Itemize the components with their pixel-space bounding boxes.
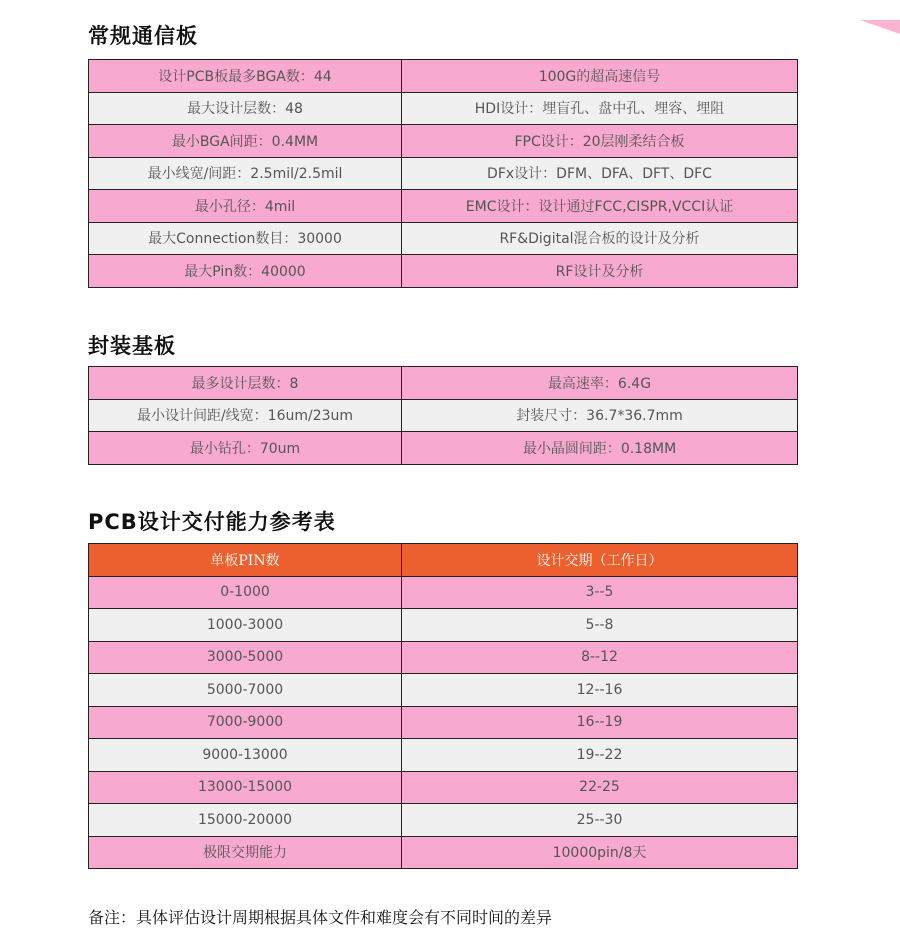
- table-cell: 1000-3000: [89, 609, 402, 642]
- table-cell: RF&Digital混合板的设计及分析: [402, 222, 798, 255]
- table-row: [89, 60, 798, 93]
- table-cell: FPC设计：20层刚柔结合板: [402, 125, 798, 158]
- table-cell: 16--19: [402, 706, 798, 739]
- table-cell: 3000-5000: [89, 641, 402, 674]
- table-cell: 9000-13000: [89, 739, 402, 772]
- table-row: [89, 367, 798, 400]
- section-title-delivery: PCB设计交付能力参考表: [88, 510, 336, 534]
- table-row: [89, 432, 798, 465]
- section-title-general: 常规通信板: [88, 24, 198, 48]
- table-row: [89, 836, 798, 869]
- header-delivery-days: 设计交期（工作日）: [402, 544, 798, 577]
- table-row: [89, 190, 798, 223]
- substrate-table: [88, 366, 798, 465]
- table-cell: EMC设计：设计通过FCC,CISPR,VCCI认证: [402, 190, 798, 223]
- table-cell: 22-25: [402, 771, 798, 804]
- table-row: [89, 157, 798, 190]
- table-cell: 0-1000: [89, 576, 402, 609]
- table-cell: 25--30: [402, 804, 798, 837]
- footnote: 备注：具体评估设计周期根据具体文件和难度会有不同时间的差异: [88, 908, 553, 927]
- table-cell: 最小BGA间距：0.4MM: [89, 125, 402, 158]
- table-cell: 封装尺寸：36.7*36.7mm: [402, 399, 798, 432]
- table-row: [89, 706, 798, 739]
- table-row: [89, 771, 798, 804]
- table-cell: 3--5: [402, 576, 798, 609]
- table-cell: 最高速率：6.4G: [402, 367, 798, 400]
- table-row: [89, 739, 798, 772]
- table-cell: 12--16: [402, 674, 798, 707]
- table-cell: 13000-15000: [89, 771, 402, 804]
- table-cell: 最大Pin数：40000: [89, 255, 402, 288]
- table-row: [89, 399, 798, 432]
- table-row: [89, 222, 798, 255]
- table-cell: 最大Connection数目：30000: [89, 222, 402, 255]
- delivery-table: [88, 543, 798, 869]
- table-cell: RF设计及分析: [402, 255, 798, 288]
- table-cell: 15000-20000: [89, 804, 402, 837]
- table-cell: 5000-7000: [89, 674, 402, 707]
- table-cell: 最小晶圆间距：0.18MM: [402, 432, 798, 465]
- corner-decoration: [860, 20, 900, 34]
- table-row: [89, 674, 798, 707]
- table-row: [89, 609, 798, 642]
- delivery-table-header: [89, 544, 798, 577]
- table-cell: 100G的超高速信号: [402, 60, 798, 93]
- table-row: [89, 641, 798, 674]
- table-cell: 极限交期能力: [89, 836, 402, 869]
- table-cell: 最小设计间距/线宽：16um/23um: [89, 399, 402, 432]
- table-cell: 最多设计层数：8: [89, 367, 402, 400]
- table-cell: 设计PCB板最多BGA数：44: [89, 60, 402, 93]
- table-cell: 最小钻孔：70um: [89, 432, 402, 465]
- header-pin-count: 单板PIN数: [89, 544, 402, 577]
- table-cell: 10000pin/8天: [402, 836, 798, 869]
- table-cell: DFx设计：DFM、DFA、DFT、DFC: [402, 157, 798, 190]
- table-cell: 19--22: [402, 739, 798, 772]
- table-cell: 8--12: [402, 641, 798, 674]
- table-cell: 最大设计层数：48: [89, 92, 402, 125]
- table-row: [89, 804, 798, 837]
- table-cell: 7000-9000: [89, 706, 402, 739]
- table-cell: HDI设计：埋盲孔、盘中孔、埋容、埋阻: [402, 92, 798, 125]
- table-row: [89, 576, 798, 609]
- table-cell: 最小孔径：4mil: [89, 190, 402, 223]
- table-row: [89, 92, 798, 125]
- table-row: [89, 255, 798, 288]
- table-cell: 最小线宽/间距：2.5mil/2.5mil: [89, 157, 402, 190]
- table-row: [89, 125, 798, 158]
- table-cell: 5--8: [402, 609, 798, 642]
- general-board-table: [88, 59, 798, 288]
- section-title-substrate: 封装基板: [88, 334, 176, 358]
